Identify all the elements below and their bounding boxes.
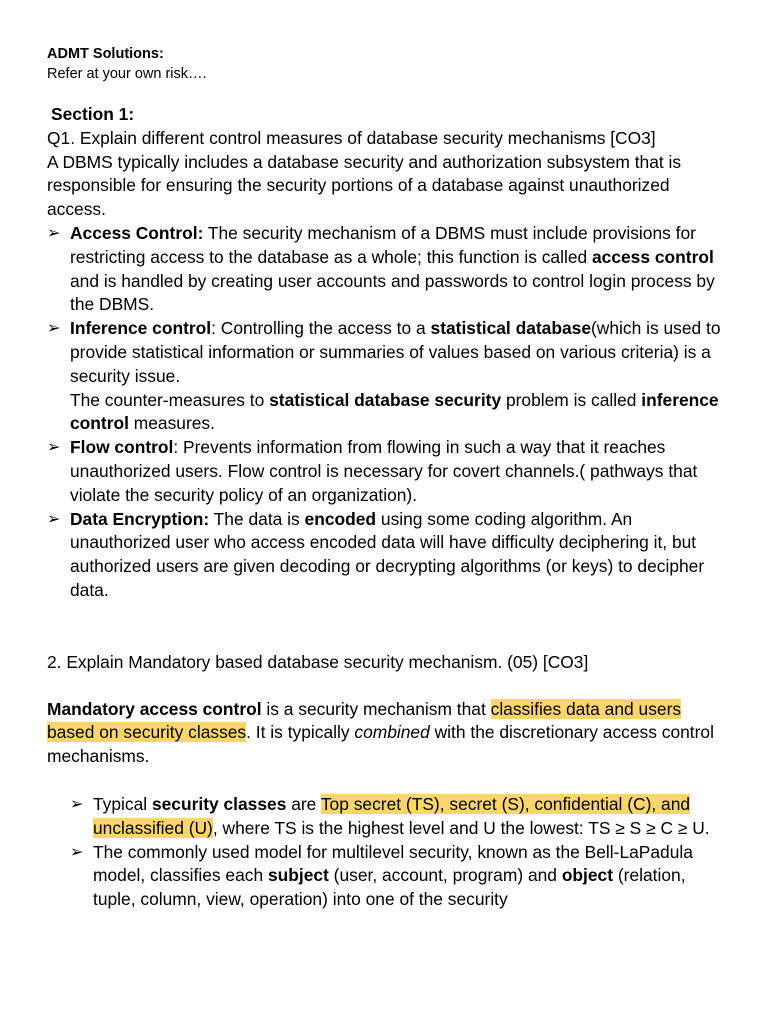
text: , where TS is the highest level and U the lowest: TS ≥ S ≥ C ≥ U. [212, 817, 710, 838]
bold-term: statistical database security [269, 389, 502, 410]
text: (relation, tuple, column, view, operation) into one of the security [93, 865, 686, 910]
text: The data is [209, 508, 305, 529]
text: The commonly used model for multilevel security, known as the Bell-LaPadula model, classifies each [93, 841, 693, 886]
highlighted-text: Top secret (TS), secret (S), confidential (C), and unclassified (U) [93, 793, 691, 838]
arrow-bullet-icon: ➢ [70, 795, 84, 813]
text: : Controlling the access to a [211, 318, 431, 339]
text: measures. [128, 413, 215, 434]
bold-term: subject [267, 865, 329, 886]
bullet-access-control [47, 222, 727, 317]
term: Access Control: [70, 222, 204, 243]
text: (user, account, program) and [328, 865, 562, 886]
arrow-bullet-icon: ➢ [47, 510, 61, 528]
term: Data Encryption: [70, 508, 210, 529]
text: The security mechanism of a DBMS must include provisions for restricting access to the database as a whole; this function is called [70, 222, 696, 267]
bullet-data-encryption [47, 508, 727, 603]
text: : Prevents information from flowing in such a way that it reaches unauthorized users. Flow control is necessary for covert channels.( pathways that violate the security policy of an organization). [70, 437, 698, 505]
arrow-bullet-icon: ➢ [70, 843, 84, 861]
text: and is handled by creating user accounts and passwords to control login process by the DBMS. [70, 270, 715, 315]
text: . It is typically [246, 722, 355, 743]
bullet-flow-control [47, 436, 727, 507]
text: (which is used to provide statistical information or summaries of values based on various criteria) is a security issue. [70, 318, 721, 386]
arrow-bullet-icon: ➢ [47, 320, 61, 338]
term: Mandatory access control [47, 698, 262, 719]
bullet-inference-control [47, 317, 727, 436]
bold-term: statistical database [430, 318, 591, 339]
document-body [47, 103, 727, 912]
q2-bullet-list [47, 793, 727, 912]
text: using some coding algorithm. An unauthorized user who access encoded data will have difficulty deciphering it, but authorized users are given decoding or decrypting algorithms (or keys) to decipher data. [70, 508, 705, 600]
term: Flow control [70, 437, 174, 458]
italic-text: combined [354, 722, 430, 743]
q1-bullet-list [47, 222, 727, 603]
arrow-bullet-icon: ➢ [47, 224, 61, 242]
document-title: ADMT Solutions: [47, 46, 164, 62]
q1-question: Q1. Explain different control measures of database security mechanisms [CO3] [47, 127, 656, 148]
text: problem is called [501, 389, 642, 410]
bullet-security-classes [47, 793, 727, 841]
text: are [286, 793, 321, 814]
text: Typical [93, 793, 152, 814]
text: is a security mechanism that [261, 698, 491, 719]
bullet-bell-lapadula [47, 841, 727, 912]
bold-term: object [561, 865, 614, 886]
bold-term: access control [592, 246, 714, 267]
highlighted-text: classifies data and users based on security classes [47, 698, 682, 743]
document-header [47, 44, 207, 84]
bold-term: encoded [304, 508, 377, 529]
q2-question: 2. Explain Mandatory based database security mechanism. (05) [CO3] [47, 651, 589, 672]
arrow-bullet-icon: ➢ [47, 439, 61, 457]
bold-term: security classes [151, 793, 287, 814]
bold-term: inference control [70, 389, 719, 434]
q2-mac-paragraph [47, 698, 727, 769]
q1-intro: A DBMS typically includes a database security and authorization subsystem that is responsible for ensuring the security portions of a database against unauthorized access. [47, 151, 682, 220]
text: with the discretionary access control mechanisms. [47, 722, 714, 767]
section-title: Section 1: [51, 104, 135, 124]
document-subtitle: Refer at your own risk…. [47, 66, 207, 82]
text: The counter-measures to [70, 389, 270, 410]
term: Inference control [70, 318, 212, 339]
